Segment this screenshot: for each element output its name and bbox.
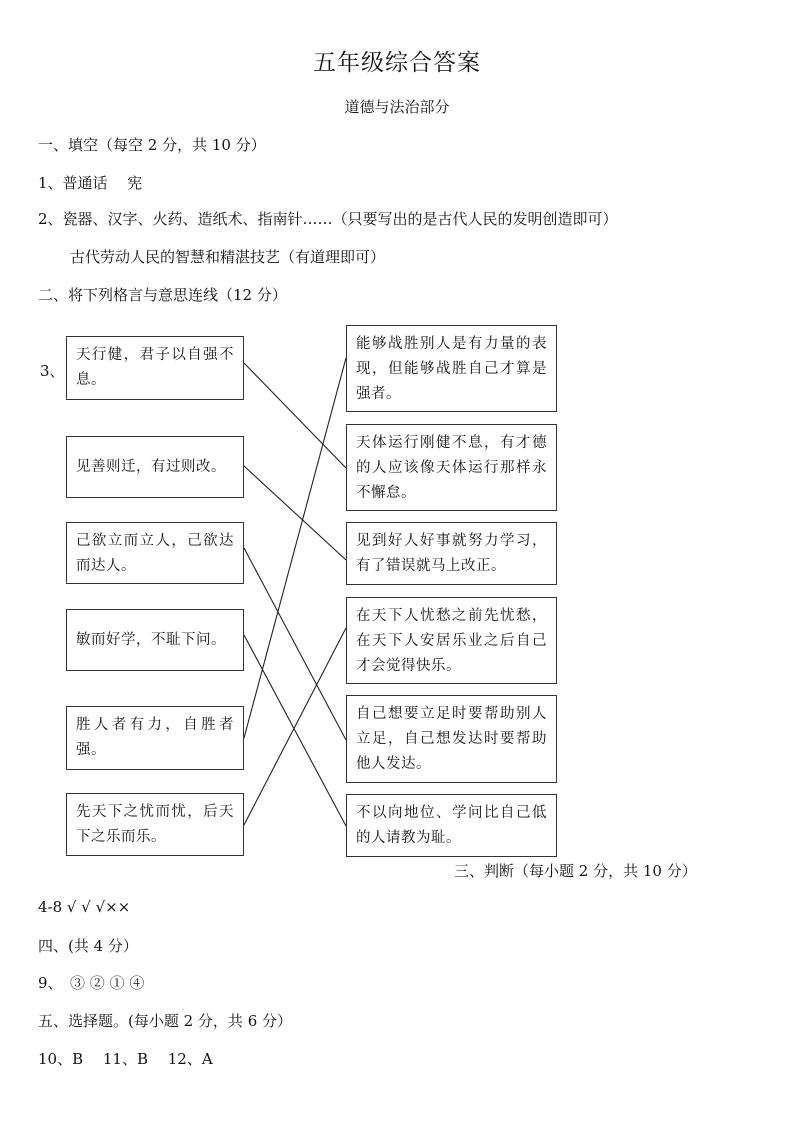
proverb-box-5: 胜人者有力，自胜者强。 xyxy=(66,706,244,770)
section4-heading: 四、(共 4 分） xyxy=(38,937,138,955)
page-title: 五年级综合答案 xyxy=(313,50,481,76)
match-line-4 xyxy=(244,635,346,826)
section2-heading: 二、将下列格言与意思连线（12 分） xyxy=(38,286,287,304)
proverb-box-6: 先天下之忧而忧，后天下之乐而乐。 xyxy=(66,793,244,856)
answer-q2-extra: 古代劳动人民的智慧和精湛技艺（有道理即可） xyxy=(70,248,386,266)
answer-q1: 1、普通话 宪 xyxy=(38,174,143,192)
match-line-3 xyxy=(244,548,346,740)
question-number-3: 3、 xyxy=(40,362,65,380)
proverb-box-4: 敏而好学，不耻下问。 xyxy=(66,609,244,671)
section3-answers: 4-8 √ √ √×× xyxy=(38,898,131,916)
section4-answers: 9、 ③ ② ① ④ xyxy=(38,974,145,992)
answer-q2: 2、瓷器、汉字、火药、造纸术、指南针……（只要写出的是古代人民的发明创造即可） xyxy=(38,210,618,228)
meaning-box-2: 天体运行刚健不息，有才德的人应该像天体运行那样永不懈怠。 xyxy=(346,424,557,511)
match-line-6 xyxy=(244,628,346,825)
proverb-box-1: 天行健，君子以自强不息。 xyxy=(66,336,244,400)
meaning-box-1: 能够战胜别人是有力量的表现，但能够战胜自己才算是强者。 xyxy=(346,325,557,412)
proverb-box-3: 己欲立而立人，己欲达而达人。 xyxy=(66,522,244,584)
meaning-box-6: 不以向地位、学问比自己低的人请教为耻。 xyxy=(346,794,557,857)
section1-heading: 一、填空（每空 2 分，共 10 分） xyxy=(38,136,266,154)
meaning-box-5: 自己想要立足时要帮助别人立足，自己想发达时要帮助他人发达。 xyxy=(346,695,557,783)
meaning-box-3: 见到好人好事就努力学习，有了错误就马上改正。 xyxy=(346,522,557,585)
meaning-box-4: 在天下人忧愁之前先忧愁，在天下人安居乐业之后自己才会觉得快乐。 xyxy=(346,597,557,684)
section3-heading: 三、判断（每小题 2 分，共 10 分） xyxy=(454,862,697,880)
section5-heading: 五、选择题。(每小题 2 分，共 6 分） xyxy=(38,1012,293,1030)
section-subtitle: 道德与法治部分 xyxy=(344,98,450,116)
proverb-box-2: 见善则迁，有过则改。 xyxy=(66,436,244,498)
section5-answers: 10、B 11、B 12、A xyxy=(38,1050,213,1068)
